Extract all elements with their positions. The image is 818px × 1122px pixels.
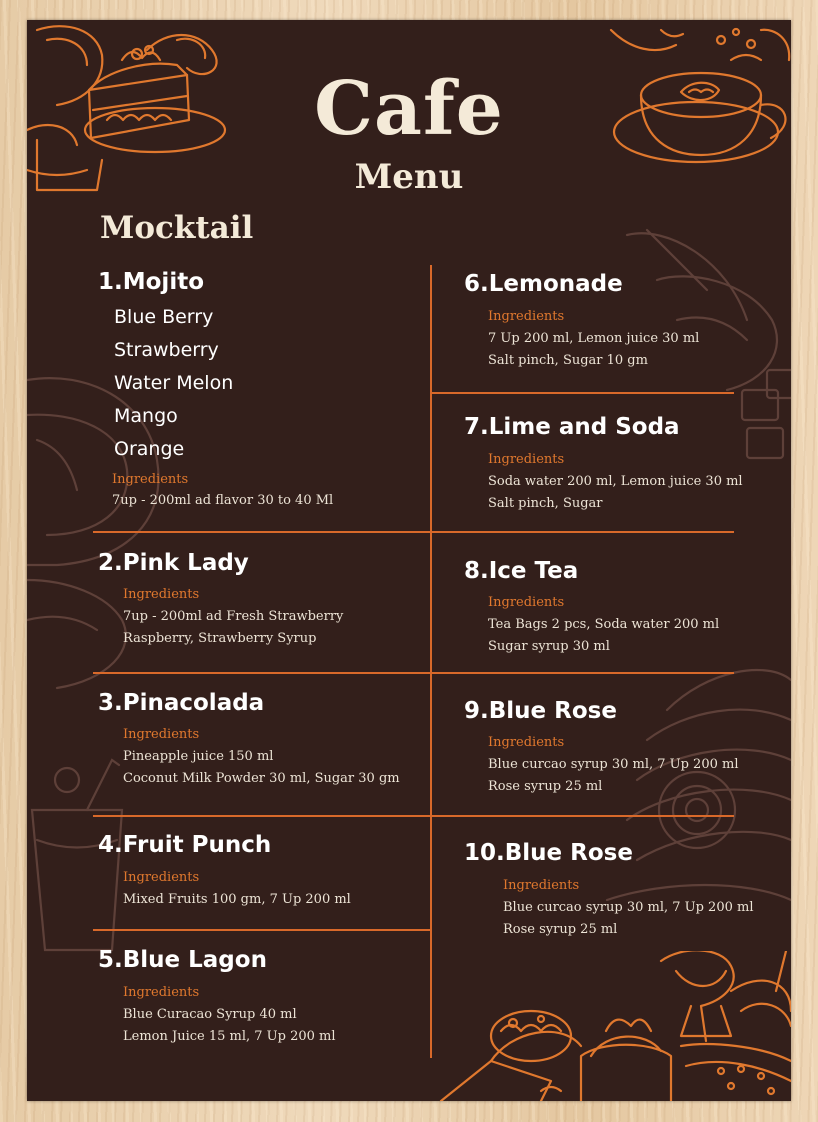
row-divider bbox=[431, 392, 734, 394]
ingredients-label: Ingredients bbox=[488, 452, 565, 467]
ingredients-label: Ingredients bbox=[123, 587, 200, 602]
ingredients-text: Pineapple juice 150 ml bbox=[123, 749, 274, 764]
ingredients-text: Coconut Milk Powder 30 ml, Sugar 30 gm bbox=[123, 771, 400, 786]
pastries-illustration-icon bbox=[431, 951, 791, 1101]
ingredients-text: Mixed Fruits 100 gm, 7 Up 200 ml bbox=[123, 892, 351, 907]
menu-item-title: 5.Blue Lagon bbox=[98, 947, 267, 973]
ingredients-text: Salt pinch, Sugar bbox=[488, 496, 603, 511]
ingredients-text: Rose syrup 25 ml bbox=[503, 922, 618, 937]
ingredients-text: Sugar syrup 30 ml bbox=[488, 639, 610, 654]
menu-item-title: 10.Blue Rose bbox=[464, 840, 633, 866]
ingredients-text: Lemon Juice 15 ml, 7 Up 200 ml bbox=[123, 1029, 336, 1044]
ingredients-label: Ingredients bbox=[123, 985, 200, 1000]
menu-item-title: 9.Blue Rose bbox=[464, 698, 617, 724]
flavor-option: Water Melon bbox=[114, 372, 234, 394]
ingredients-text: Soda water 200 ml, Lemon juice 30 ml bbox=[488, 474, 743, 489]
menu-board bbox=[27, 20, 791, 1101]
flavor-option: Orange bbox=[114, 438, 185, 460]
column-divider bbox=[430, 265, 432, 1058]
row-divider bbox=[93, 672, 734, 674]
menu-item-title: 3.Pinacolada bbox=[98, 690, 265, 716]
row-divider bbox=[93, 815, 734, 817]
ingredients-text: Rose syrup 25 ml bbox=[488, 779, 603, 794]
ingredients-text: 7 Up 200 ml, Lemon juice 30 ml bbox=[488, 331, 700, 346]
ingredients-label: Ingredients bbox=[123, 727, 200, 742]
ingredients-label: Ingredients bbox=[123, 870, 200, 885]
menu-item-title: 7.Lime and Soda bbox=[464, 414, 680, 440]
ingredients-label: Ingredients bbox=[112, 472, 189, 487]
ingredients-label: Ingredients bbox=[488, 309, 565, 324]
menu-item-title: 4.Fruit Punch bbox=[98, 832, 272, 858]
flavor-option: Mango bbox=[114, 405, 178, 427]
section-heading: Mocktail bbox=[100, 210, 254, 246]
ingredients-text: Salt pinch, Sugar 10 gm bbox=[488, 353, 648, 368]
ingredients-text: 7up - 200ml ad flavor 30 to 40 Ml bbox=[112, 493, 334, 508]
ingredients-text: Blue curcao syrup 30 ml, 7 Up 200 ml bbox=[503, 900, 754, 915]
ingredients-label: Ingredients bbox=[488, 735, 565, 750]
row-divider bbox=[93, 929, 431, 931]
page-subtitle: Menu bbox=[354, 157, 464, 197]
ingredients-text: Blue Curacao Syrup 40 ml bbox=[123, 1007, 297, 1022]
row-divider bbox=[93, 531, 734, 533]
ingredients-label: Ingredients bbox=[488, 595, 565, 610]
ingredients-text: 7up - 200ml ad Fresh Strawberry bbox=[123, 609, 344, 624]
flavor-option: Strawberry bbox=[114, 339, 219, 361]
flavor-option: Blue Berry bbox=[114, 306, 214, 328]
ingredients-label: Ingredients bbox=[503, 878, 580, 893]
menu-item-title: 6.Lemonade bbox=[464, 271, 623, 297]
ingredients-text: Blue curcao syrup 30 ml, 7 Up 200 ml bbox=[488, 757, 739, 772]
ingredients-text: Raspberry, Strawberry Syrup bbox=[123, 631, 317, 646]
ingredients-text: Tea Bags 2 pcs, Soda water 200 ml bbox=[488, 617, 720, 632]
menu-item-title: 8.Ice Tea bbox=[464, 558, 579, 584]
menu-item-title: 1.Mojito bbox=[98, 269, 204, 295]
menu-item-title: 2.Pink Lady bbox=[98, 550, 249, 576]
page-title: Cafe bbox=[314, 66, 504, 152]
